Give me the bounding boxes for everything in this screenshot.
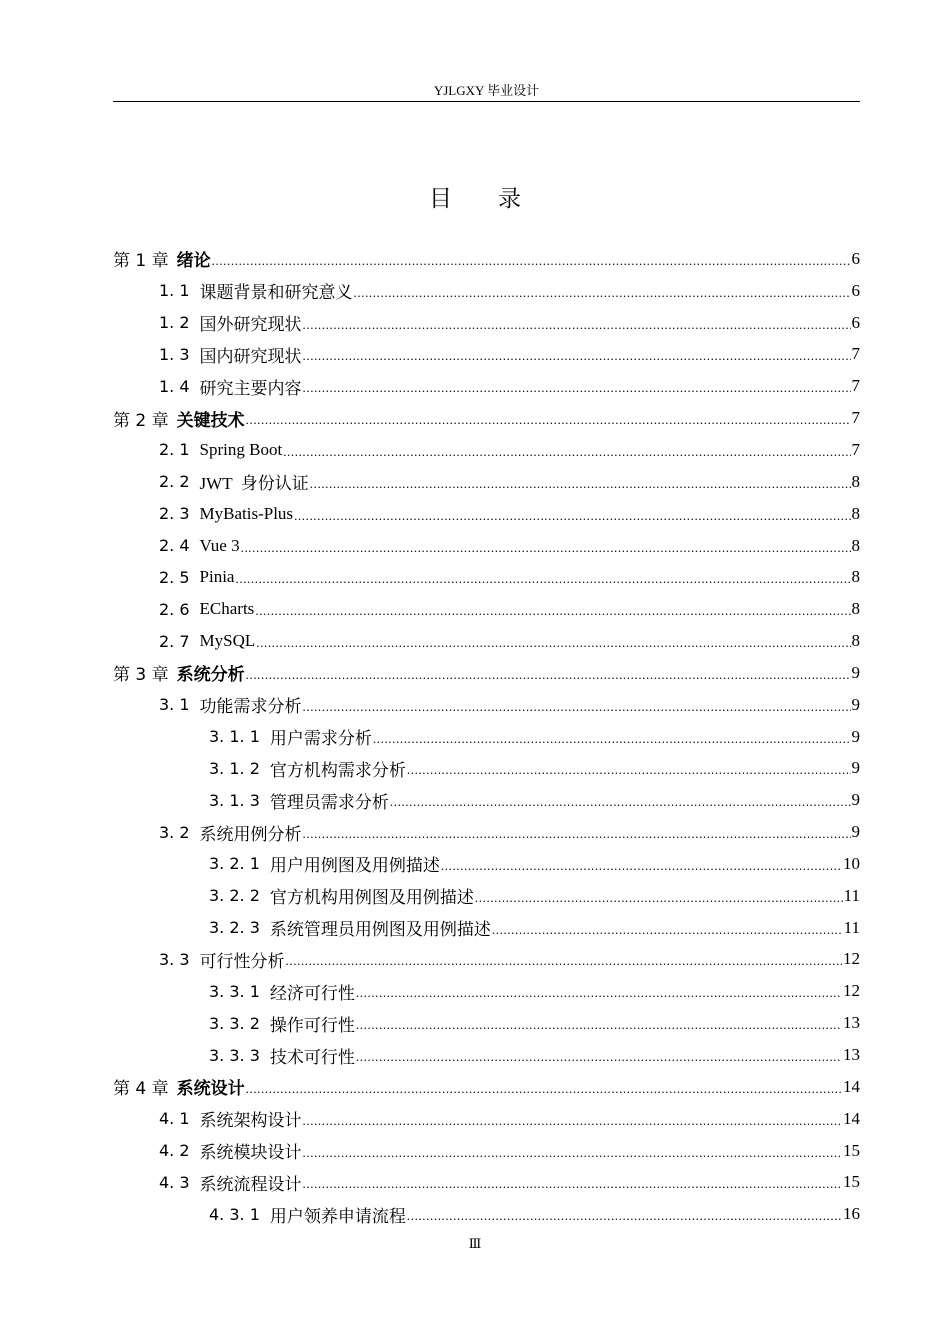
toc-entry-title: 官方机构需求分析 — [269, 760, 406, 780]
toc-entry-page: 7 — [851, 344, 860, 364]
toc-entry[interactable] — [113, 243, 860, 275]
toc-dot-leader — [303, 699, 851, 715]
toc-entry-title: 系统管理员用例图及用例描述 — [269, 920, 491, 940]
toc-dot-leader — [354, 285, 851, 301]
toc-entry-page: 7 — [851, 408, 860, 428]
toc-entry-number: 3. 2. 1 — [209, 854, 260, 874]
toc-entry-title: 系统模块设计 — [199, 1143, 302, 1163]
toc-entry[interactable] — [113, 657, 860, 689]
toc-entry-number: 第 2 章 — [113, 410, 169, 431]
toc-entry-page: 8 — [851, 471, 860, 491]
toc-entry-page: 9 — [851, 726, 860, 746]
toc-entry[interactable] — [113, 434, 860, 466]
toc-entry-title: 用户需求分析 — [269, 729, 372, 749]
toc-entry-number: 3. 2 — [159, 822, 190, 842]
toc-entry[interactable] — [113, 912, 860, 944]
toc-dot-leader — [407, 1208, 842, 1224]
toc-entry[interactable] — [113, 498, 860, 530]
toc-entry-title: MySQL — [199, 631, 256, 651]
toc-entry-page: 9 — [851, 662, 860, 682]
toc-title-left: 目 — [429, 186, 452, 212]
toc-entry-page: 9 — [851, 758, 860, 778]
toc-entry-title: 系统流程设计 — [199, 1174, 302, 1194]
toc-dot-leader — [303, 1145, 842, 1161]
toc-dot-leader — [241, 540, 851, 556]
toc-dot-leader — [303, 1113, 842, 1129]
toc-entry-number: 第 3 章 — [113, 665, 169, 686]
toc-entry-number: 3. 1 — [159, 695, 190, 715]
toc-entry-title: JWT 身份认证 — [199, 474, 309, 494]
toc-entry[interactable] — [113, 1135, 860, 1167]
toc-entry-page: 12 — [843, 949, 860, 969]
toc-dot-leader — [303, 380, 851, 396]
toc-entry[interactable] — [113, 1039, 860, 1071]
toc-entry-page: 8 — [851, 631, 860, 651]
toc-dot-leader — [283, 444, 850, 460]
header-rule — [113, 101, 860, 102]
toc-entry-page: 6 — [851, 312, 860, 332]
toc-entry-title: 课题背景和研究意义 — [199, 283, 353, 303]
toc-entry-page: 13 — [843, 1013, 860, 1033]
toc-entry-number: 2. 6 — [159, 599, 190, 619]
toc-dot-leader — [212, 253, 851, 269]
toc-dot-leader — [286, 953, 842, 969]
toc-entry-title: 系统设计 — [176, 1079, 245, 1100]
toc-entry-number: 2. 3 — [159, 504, 190, 524]
toc-dot-leader — [235, 571, 850, 587]
toc-entry-title: Pinia — [199, 567, 235, 587]
toc-entry-title: 系统架构设计 — [199, 1111, 302, 1131]
toc-entry[interactable] — [113, 721, 860, 753]
toc-entry-title: 经济可行性 — [269, 983, 355, 1003]
toc-entry-title: 操作可行性 — [269, 1015, 355, 1035]
toc-entry-number: 2. 1 — [159, 440, 190, 460]
toc-dot-leader — [310, 476, 851, 492]
toc-entry[interactable] — [113, 816, 860, 848]
toc-dot-leader — [246, 1081, 842, 1097]
toc-entry-number: 第 1 章 — [113, 251, 169, 272]
toc-entry-page: 15 — [843, 1140, 860, 1160]
toc-entry-title: 功能需求分析 — [199, 697, 302, 717]
toc-entry-title: 用户领养申请流程 — [269, 1206, 406, 1226]
toc-dot-leader — [356, 1017, 842, 1033]
toc-entry[interactable] — [113, 593, 860, 625]
toc-entry-page: 9 — [851, 694, 860, 714]
toc-entry[interactable] — [113, 689, 860, 721]
toc-dot-leader — [246, 667, 851, 683]
toc-entry-number: 第 4 章 — [113, 1079, 169, 1100]
toc-entry-page: 7 — [851, 376, 860, 396]
toc-dot-leader — [356, 985, 842, 1001]
toc-entry[interactable] — [113, 784, 860, 816]
toc-entry-title: Vue 3 — [199, 535, 240, 555]
toc-entry-number: 1. 2 — [159, 313, 190, 333]
toc-entry-page: 11 — [843, 917, 860, 937]
toc-entry[interactable] — [113, 307, 860, 339]
toc-title — [0, 180, 950, 213]
toc-dot-leader — [373, 731, 851, 747]
toc-entry-number: 3. 3. 1 — [209, 981, 260, 1001]
toc-entry[interactable] — [113, 561, 860, 593]
toc-entry-page: 9 — [851, 790, 860, 810]
toc-entry-title: Spring Boot — [199, 439, 283, 459]
toc-entry-title: 研究主要内容 — [199, 378, 302, 398]
toc-dot-leader — [303, 826, 851, 842]
toc-entry-page: 9 — [851, 822, 860, 842]
toc-entry-title: 可行性分析 — [199, 951, 285, 971]
toc-entry-page: 15 — [843, 1172, 860, 1192]
toc-entry-number: 2. 2 — [159, 472, 190, 492]
toc-entry-number: 3. 2. 2 — [209, 886, 260, 906]
toc-entry[interactable] — [113, 466, 860, 498]
toc-entry-title: 用户用例图及用例描述 — [269, 856, 440, 876]
toc-entry[interactable] — [113, 1166, 860, 1198]
toc-entry-page: 6 — [851, 280, 860, 300]
toc-dot-leader — [294, 508, 850, 524]
toc-entry[interactable] — [113, 625, 860, 657]
toc-entry-page: 12 — [843, 981, 860, 1001]
page-number: Ⅲ — [468, 1236, 482, 1251]
toc-entry-number: 4. 1 — [159, 1109, 190, 1129]
toc-entry-page: 16 — [843, 1204, 860, 1224]
toc-dot-leader — [390, 794, 851, 810]
toc-entry[interactable] — [113, 370, 860, 402]
toc-dot-leader — [255, 603, 850, 619]
toc-entry[interactable] — [113, 880, 860, 912]
toc-entry-number: 1. 3 — [159, 344, 190, 364]
toc-entry-page: 7 — [851, 439, 860, 459]
toc-entry[interactable] — [113, 1103, 860, 1135]
toc-dot-leader — [303, 348, 851, 364]
toc-entry-page: 13 — [843, 1045, 860, 1065]
toc-entry[interactable] — [113, 975, 860, 1007]
toc-entry[interactable] — [113, 1071, 860, 1103]
toc-dot-leader — [303, 1176, 842, 1192]
toc-entry-number: 4. 3. 1 — [209, 1204, 260, 1224]
toc-entry-number: 4. 3 — [159, 1172, 190, 1192]
toc-entry-page: 14 — [843, 1076, 860, 1096]
toc-entry-title: 官方机构用例图及用例描述 — [269, 888, 474, 908]
toc-dot-leader — [475, 890, 843, 906]
toc-entry[interactable] — [113, 753, 860, 785]
toc-entry-page: 8 — [851, 535, 860, 555]
toc-entry-title: ECharts — [199, 599, 255, 619]
toc-entry[interactable] — [113, 339, 860, 371]
toc-entry-title: MyBatis-Plus — [199, 503, 294, 523]
toc-dot-leader — [256, 635, 850, 651]
toc-entry-title: 系统用例分析 — [199, 824, 302, 844]
toc-entry[interactable] — [113, 1198, 860, 1230]
toc-entry-number: 3. 1. 3 — [209, 790, 260, 810]
toc-entry[interactable] — [113, 1007, 860, 1039]
toc-entry-number: 3. 3. 2 — [209, 1013, 260, 1033]
toc-entry-page: 10 — [843, 853, 860, 873]
toc-dot-leader — [441, 858, 842, 874]
toc-entry-number: 2. 4 — [159, 536, 190, 556]
toc-entry-page: 11 — [843, 885, 860, 905]
table-of-contents — [113, 243, 860, 1230]
toc-entry-title: 绪论 — [176, 251, 211, 272]
toc-entry-page: 8 — [851, 599, 860, 619]
toc-dot-leader — [246, 412, 851, 428]
toc-entry-number: 1. 1 — [159, 281, 190, 301]
toc-entry-number: 2. 7 — [159, 631, 190, 651]
toc-entry-number: 1. 4 — [159, 376, 190, 396]
toc-dot-leader — [356, 1049, 842, 1065]
toc-entry-number: 3. 3. 3 — [209, 1045, 260, 1065]
toc-entry[interactable] — [113, 848, 860, 880]
toc-entry-number: 3. 2. 3 — [209, 918, 260, 938]
toc-entry[interactable] — [113, 402, 860, 434]
toc-entry-title: 系统分析 — [176, 665, 245, 686]
toc-entry-number: 3. 3 — [159, 949, 190, 969]
toc-entry-title: 技术可行性 — [269, 1047, 355, 1067]
toc-entry-title: 关键技术 — [176, 410, 245, 431]
toc-entry-title: 管理员需求分析 — [269, 792, 389, 812]
toc-title-right: 录 — [498, 186, 521, 212]
toc-entry[interactable] — [113, 275, 860, 307]
toc-entry-page: 6 — [851, 248, 860, 268]
toc-dot-leader — [407, 762, 851, 778]
toc-dot-leader — [492, 922, 843, 938]
toc-entry-number: 4. 2 — [159, 1141, 190, 1161]
toc-entry-number: 3. 1. 1 — [209, 727, 260, 747]
toc-entry[interactable] — [113, 530, 860, 562]
toc-dot-leader — [303, 317, 851, 333]
toc-entry-title: 国内研究现状 — [199, 346, 302, 366]
toc-entry-title: 国外研究现状 — [199, 315, 302, 335]
toc-entry-page: 14 — [843, 1108, 860, 1128]
toc-entry-number: 3. 1. 2 — [209, 758, 260, 778]
toc-entry-page: 8 — [851, 503, 860, 523]
toc-entry-number: 2. 5 — [159, 567, 190, 587]
running-header: YJLGXY 毕业设计 — [433, 83, 540, 98]
toc-entry[interactable] — [113, 944, 860, 976]
toc-entry-page: 8 — [851, 567, 860, 587]
